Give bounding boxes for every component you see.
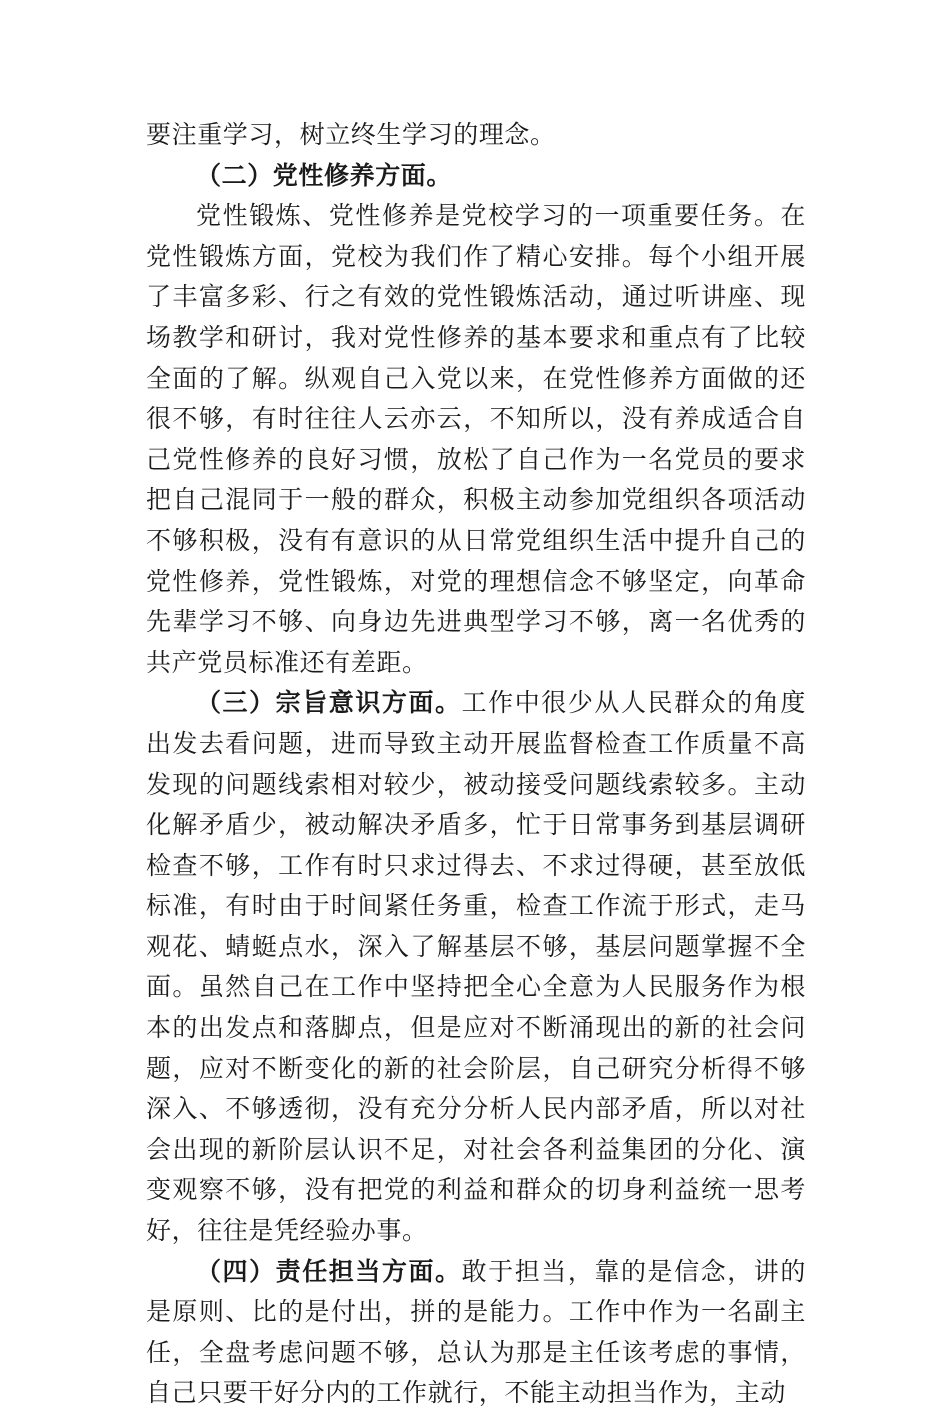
paragraph-2: 党性锻炼、党性修养是党校学习的一项重要任务。在党性锻炼方面，党校为我们作了精心安排。每个小组开展了丰富多彩、行之有效的党性锻炼活动，通过听讲座、现场教学和研讨，我对党性修养的基本要求和重点有了比较全面的了解。纵观自己入党以来，在党性修养方面做的还很不够，有时往往人云亦云，不知所以，没有养成适合自己党性修养的良好习惯，放松了自己作为一名党员的要求把自己混同于一般的群众，积极主动参加党组织各项活动不够积极，没有有意识的从日常党组织生活中提升自己的党性修养，党性锻炼，对党的理想信念不够坚定，向革命先辈学习不够、向身边先进典型学习不够，离一名优秀的共产党员标准还有差距。	[146, 201, 806, 677]
section-heading-2	[146, 156, 806, 197]
section-title-4: （四）责任担当方面。	[196, 1256, 462, 1286]
section-3	[146, 683, 806, 1251]
section-title-2: （二）党性修养方面。	[196, 160, 453, 190]
section-body-3: 工作中很少从人民群众的角度出发去看问题，进而导致主动开展监督检查工作质量不高发现的问题线索相对较少，被动接受问题线索较多。主动化解矛盾少，被动解决矛盾多，忙于日常事务到基层调研检查不够，工作有时只求过得去、不求过得硬，甚至放低标准，有时由于时间紧任务重，检查工作流于形式，走马观花、蜻蜓点水，深入了解基层不够，基层问题掌握不全面。虽然自己在工作中坚持把全心全意为人民服务作为根本的出发点和落脚点，但是应对不断涌现出的新的社会问题，应对不断变化的新的社会阶层，自己研究分析得不够深入、不够透彻，没有充分分析人民内部矛盾，所以对社会出现的新阶层认识不足，对社会各利益集团的分化、演变观察不够，没有把党的利益和群众的切身利益统一思考好，往往是凭经验办事。	[146, 688, 806, 1246]
document-body	[146, 115, 806, 1414]
section-body-4: 敢于担当，靠的是信念，讲的是原则、比的是付出，拼的是能力。工作中作为一名副主任，全盘考虑问题不够，总认为那是主任该考虑的事情，自己只要干好分内的工作就行，不能主动担当作为，主动	[146, 1256, 806, 1408]
section-title-3: （三）宗旨意识方面。	[196, 688, 462, 718]
section-4	[146, 1252, 806, 1414]
paragraph-1: 要注重学习，树立终生学习的理念。	[146, 120, 556, 149]
